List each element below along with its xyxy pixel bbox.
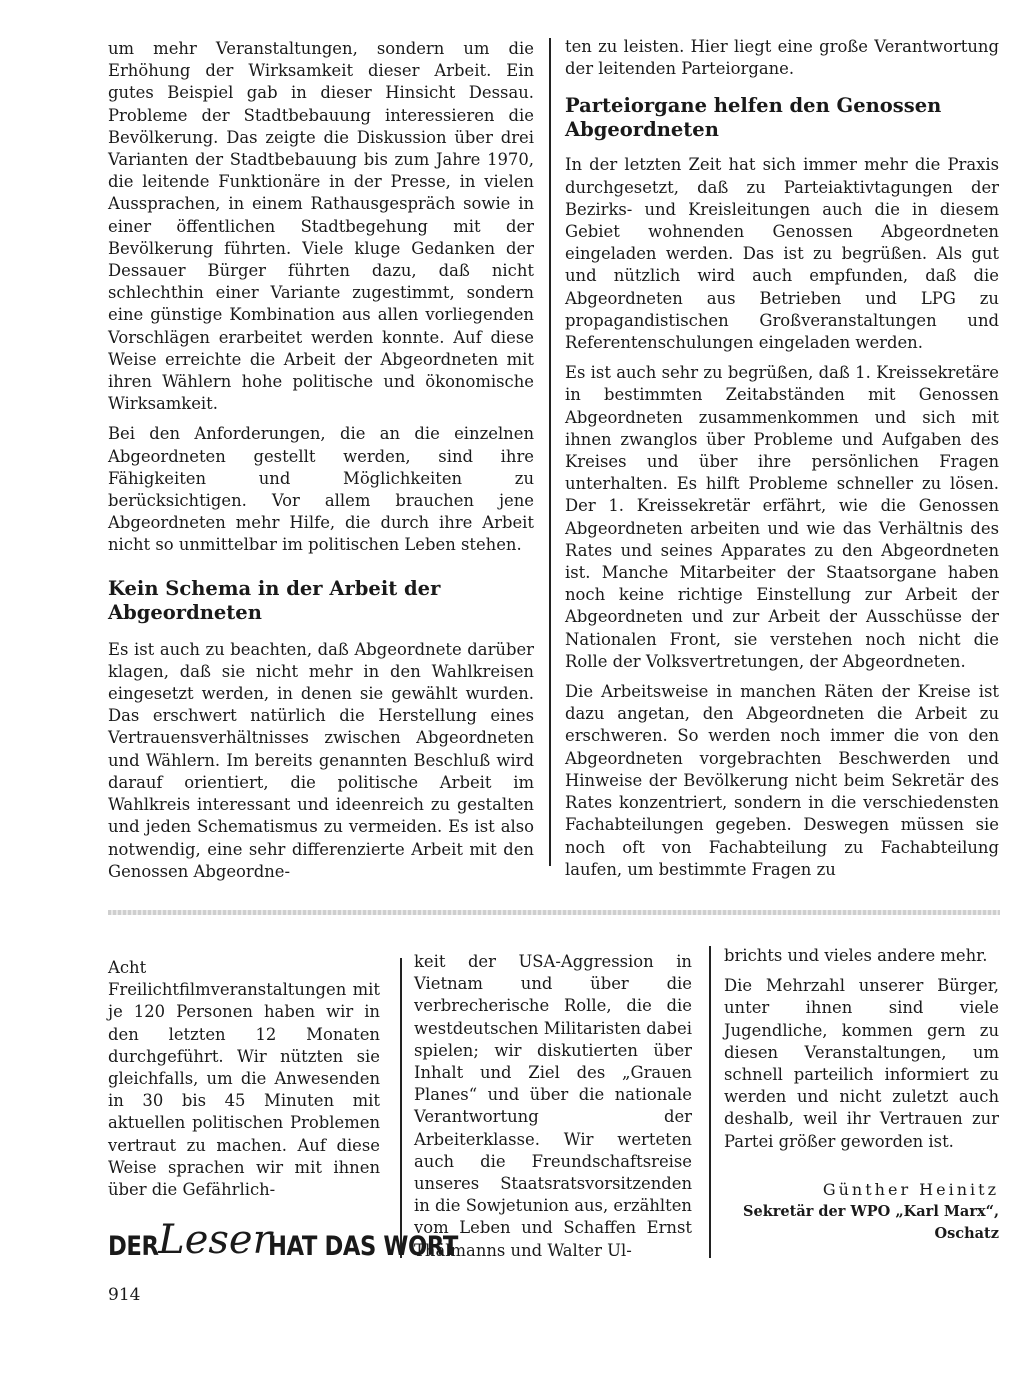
column-divider — [709, 946, 711, 1258]
paragraph: Acht Freilichtfilmveranstaltungen mit je 120 Personen haben wir in den letzten 12 Monaten durchgeführt. Wir nützten sie gleichfalls, um die Anwesenden in 30 bis 45 Minuten mit aktuellen politischen Problemen vertraut zu machen. Auf diese Weise sprachen wir mit ihnen über die Gefährlich- — [108, 958, 380, 1200]
letter-column-3 — [724, 945, 999, 1245]
author-role: Sekretär der WPO „Karl Marx“, — [743, 1203, 999, 1221]
paragraph: Es ist auch zu beachten, daß Abgeordnete darüber klagen, daß sie nicht mehr in den Wahlkreisen eingesetzt werden, in denen sie gewählt wurden. Das erschwert natürlich die Herstellung eines Vertrauensverhältnisses zwischen Abgeordneten und Wählern. Im bereits genannten Beschluß wird darauf orientiert, die politische Arbeit im Wahlkreis interessant und ideenreich zu gestalten und jeden Schematismus zu vermeiden. Es ist also notwendig, eine sehr differenzierte Arbeit mit den Genossen Abgeordne- — [108, 639, 534, 881]
letter-column-2 — [414, 951, 692, 1262]
logo-text-der: DER — [108, 1230, 159, 1262]
column-divider — [549, 38, 551, 866]
logo-text-leser: Leser — [158, 1217, 272, 1263]
paragraph: um mehr Veranstaltungen, sondern um die Erhöhung der Wirksamkeit dieser Arbeit. Ein gutes Beispiel gab in dieser Hinsicht Dessau. Probleme der Stadtbebauung interessieren die Bevölkerung. Das zeigte die Diskussion über drei Varianten der Stadtbebauung bis zum Jahre 1970, die leitende Funktionäre in der Presse, in vielen Aussprachen, in einem Rathausgespräch sowie in einer öffentlichen Stadtbegehung mit der Bevölkerung führten. Viele kluge Gedanken der Dessauer Bürger führten dazu, daß nicht schlechthin einer Variante zugestimmt, sondern eine günstige Kombination aus allen vorliegenden Vorschlägen erarbeitet werden konnte. Auf diese Weise erreichte die Arbeit der Abgeordneten mit ihren Wählern hohe politische und ökonomische Wirksamkeit. — [108, 39, 534, 414]
paragraph: In der letzten Zeit hat sich immer mehr die Praxis durchgesetzt, daß zu Parteiaktivtagungen der Bezirks- und Kreisleitungen auch die in diesem Gebiet wohnenden Genossen Abgeordneten eingeladen werden. Das ist zu begrüßen. Als gut und nützlich wird auch empfunden, daß die Abgeordneten aus Betrieben und LPG zu propagandistischen Großveranstaltungen und Referentenschulungen eingeladen werden. — [565, 155, 999, 353]
column-divider — [400, 958, 402, 1258]
leser-hat-das-wort-logo — [108, 1216, 458, 1276]
logo-text-hat-das-wort: HAT DAS WORT — [267, 1230, 458, 1262]
paragraph: Die Mehrzahl unserer Bürger, unter ihnen sind viele Jugendliche, kommen gern zu diesen Veranstaltungen, um schnell parteilich informiert zu werden und nicht zuletzt auch deshalb, weil ihr Vertrauen zur Partei größer geworden ist. — [724, 976, 999, 1151]
page-number: 914 — [108, 1285, 141, 1305]
paragraph: ten zu leisten. Hier liegt eine große Verantwortung der leitenden Parteiorgane. — [565, 37, 999, 79]
section-heading: Parteiorgane helfen den Genossen Abgeordneten — [565, 94, 942, 142]
paragraph: brichts und vieles andere mehr. — [724, 946, 988, 965]
letter-column-1 — [108, 957, 380, 1201]
section-heading: Kein Schema in der Arbeit der Abgeordneten — [108, 576, 441, 624]
paragraph: keit der USA-Aggression in Vietnam und über die verbrecherische Rolle, die die westdeutschen Militaristen dabei spielen; wir diskutierten über Inhalt und Ziel des „Grauen Planes“ und über die nationale Verantwortung der Arbeiterklasse. Wir werteten auch die Freundschaftsreise unseres Staatsratsvorsitzenden in die Sowjetunion aus, erzählten vom Leben und Schaffen Ernst Thälmanns und Walter Ul- — [414, 952, 692, 1260]
author-name: Günther Heinitz — [822, 1179, 999, 1199]
article-left-column — [108, 38, 534, 891]
section-separator — [108, 910, 1000, 915]
author-location: Oschatz — [934, 1225, 999, 1243]
paragraph: Es ist auch sehr zu begrüßen, daß 1. Kreissekretäre in bestimmten Zeitabständen mit Genossen Abgeordneten zusammenkommen und sich mit ihnen zwanglos über Probleme und Aufgaben des Kreises und über ihre persönlichen Fragen unterhalten. Es hilft Probleme schneller zu lösen. Der 1. Kreissekretär erfährt, wie die Genossen Abgeordneten arbeiten und wie das Verhältnis des Rates und seines Apparates zu den Abgeordneten ist. Manche Mitarbeiter der Staatsorgane haben noch keine richtige Einstellung zur Arbeit der Abgeordneten und zur Arbeit der Ausschüsse der Nationalen Front, sie verstehen noch nicht die Rolle der Volksvertretungen, der Abgeordneten. — [565, 363, 999, 671]
paragraph: Die Arbeitsweise in manchen Räten der Kreise ist dazu angetan, den Abgeordneten die Arbeit zu erschweren. So werden noch immer die von den Abgeordneten vorgebrachten Beschwerden und Hinweise der Bevölkerung nicht beim Sekretär des Rates konzentriert, sondern in die verschiedensten Fachabteilungen gegeben. Deswegen müssen sie noch oft von Fachabteilung zu Fachabteilung laufen, um bestimmte Fragen zu — [565, 682, 999, 879]
article-right-column — [565, 36, 999, 881]
paragraph: Bei den Anforderungen, die an die einzelnen Abgeordneten gestellt werden, sind ihre Fähigkeiten und Möglichkeiten zu berücksichtigen. Vor allem brauchen jene Abgeordneten mehr Hilfe, die durch ihre Arbeit nicht so unmittelbar im politischen Leben stehen. — [108, 424, 534, 555]
